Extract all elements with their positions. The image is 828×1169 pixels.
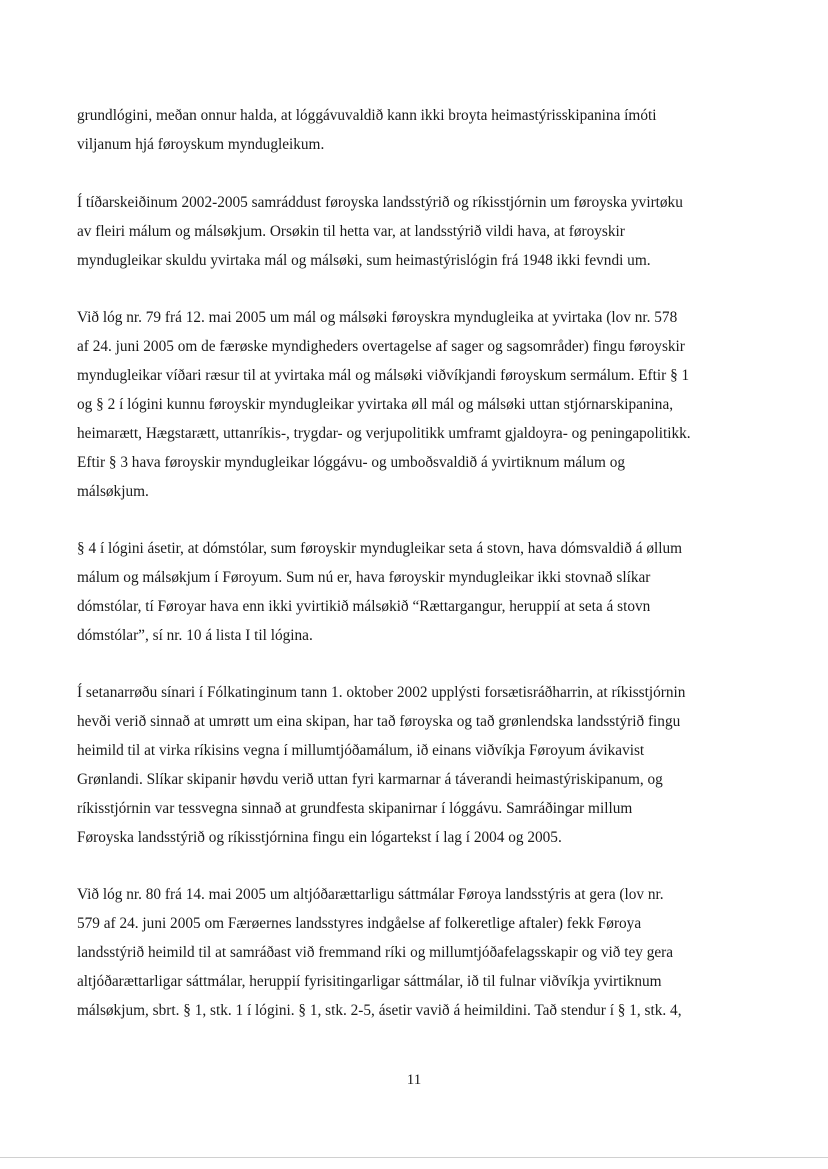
text-line: myndugleikar skuldu yvirtaka mál og málsøki, sum heimastýrislógin frá 1948 ikki fevndi um. bbox=[77, 252, 651, 269]
text-line: dómstólar”, sí nr. 10 á lista I til lógina. bbox=[77, 627, 313, 644]
text-line: viljanum hjá føroyskum myndugleikum. bbox=[77, 136, 325, 153]
text-line: § 4 í lógini ásetir, at dómstólar, sum føroyskir myndugleikar seta á stovn, hava dómsvaldið á øllum bbox=[77, 540, 683, 557]
text-line: 579 af 24. juni 2005 om Færøernes landsstyres indgåelse af folkeretlige aftaler) fekk Føroya bbox=[77, 915, 642, 932]
text-line: Í tíðarskeiðinum 2002-2005 samráddust føroyska landsstýrið og ríkisstjórnin um føroyska yvirtøku bbox=[77, 194, 683, 211]
paragraph-3 bbox=[77, 303, 767, 506]
paragraph-6 bbox=[77, 880, 767, 1025]
text-line: av fleiri málum og málsøkjum. Orsøkin til hetta var, at landsstýrið vildi hava, at føroyskir bbox=[77, 223, 625, 240]
text-line: af 24. juni 2005 om de færøske myndigheders overtagelse af sager og sagsområder) fingu føroyskir bbox=[77, 338, 685, 355]
text-line: ríkisstjórnin var tessvegna sinnað at grundfesta skipanirnar í lóggávu. Samráðingar millum bbox=[77, 800, 633, 817]
text-line: og § 2 í lógini kunnu føroyskir myndugleikar yvirtaka øll mál og málsøki uttan stjórnarskipanina, bbox=[77, 396, 674, 413]
text-line: Við lóg nr. 80 frá 14. mai 2005 um altjóðarættarligu sáttmálar Føroya landsstýris at gera (lov nr. bbox=[77, 886, 664, 903]
text-line: altjóðarættarligar sáttmálar, heruppií fyrisitingarligar sáttmálar, ið til fulnar viðvíkja yvirtiknum bbox=[77, 973, 662, 990]
paragraph-1 bbox=[77, 101, 767, 159]
page-number: 11 bbox=[406, 1072, 422, 1088]
paragraph-5 bbox=[77, 678, 767, 852]
scan-edge-divider bbox=[0, 1157, 828, 1158]
text-line: málsøkjum, sbrt. § 1, stk. 1 í lógini. § 1, stk. 2-5, ásetir vavið á heimildini. Tað stendur í § 1, stk. 4, bbox=[77, 1002, 682, 1019]
paragraph-2 bbox=[77, 188, 767, 275]
text-line: heimild til at virka ríkisins vegna í millumtjóðamálum, ið einans viðvíkja Føroyum ávikavist bbox=[77, 742, 645, 759]
text-line: málsøkjum. bbox=[77, 483, 149, 500]
text-line: Føroyska landsstýrið og ríkisstjórnina fingu ein lógartekst í lag í 2004 og 2005. bbox=[77, 829, 562, 846]
text-line: grundlógini, meðan onnur halda, at lóggávuvaldið kann ikki broyta heimastýrisskipanina ímóti bbox=[77, 107, 657, 124]
text-line: Grønlandi. Slíkar skipanir høvdu verið uttan fyri karmarnar á táverandi heimastýriskipanum, og bbox=[77, 771, 663, 788]
paragraph-4 bbox=[77, 534, 767, 650]
text-line: myndugleikar víðari ræsur til at yvirtaka mál og málsøki viðvíkjandi føroyskum sermálum. Eftir § 1 bbox=[77, 367, 690, 384]
text-line: Við lóg nr. 79 frá 12. mai 2005 um mál og málsøki føroyskra myndugleika at yvirtaka (lov nr. 578 bbox=[77, 309, 678, 326]
text-line: Í setanarrøðu sínari í Fólkatinginum tann 1. oktober 2002 upplýsti forsætisráðharrin, at ríkisstjórnin bbox=[77, 684, 686, 701]
text-line: hevði verið sinnað at umrøtt um eina skipan, har tað føroyska og tað grønlendska landsstýrið fingu bbox=[77, 713, 681, 730]
text-line: málum og málsøkjum í Føroyum. Sum nú er, hava føroyskir myndugleikar ikki stovnað slíkar bbox=[77, 569, 651, 586]
text-line: Eftir § 3 hava føroyskir myndugleikar lóggávu- og umboðsvaldið á yvirtiknum málum og bbox=[77, 454, 626, 471]
text-line: heimarætt, Hægstarætt, uttanríkis-, trygdar- og verjupolitikk umframt gjaldoyra- og peningapolitikk. bbox=[77, 425, 691, 442]
text-line: dómstólar, tí Føroyar hava enn ikki yvirtikið málsøkið “Rættargangur, heruppií at seta á stovn bbox=[77, 598, 651, 615]
text-line: landsstýrið heimild til at samráðast við fremmand ríki og millumtjóðafelagsskapir og við tey gera bbox=[77, 944, 674, 961]
